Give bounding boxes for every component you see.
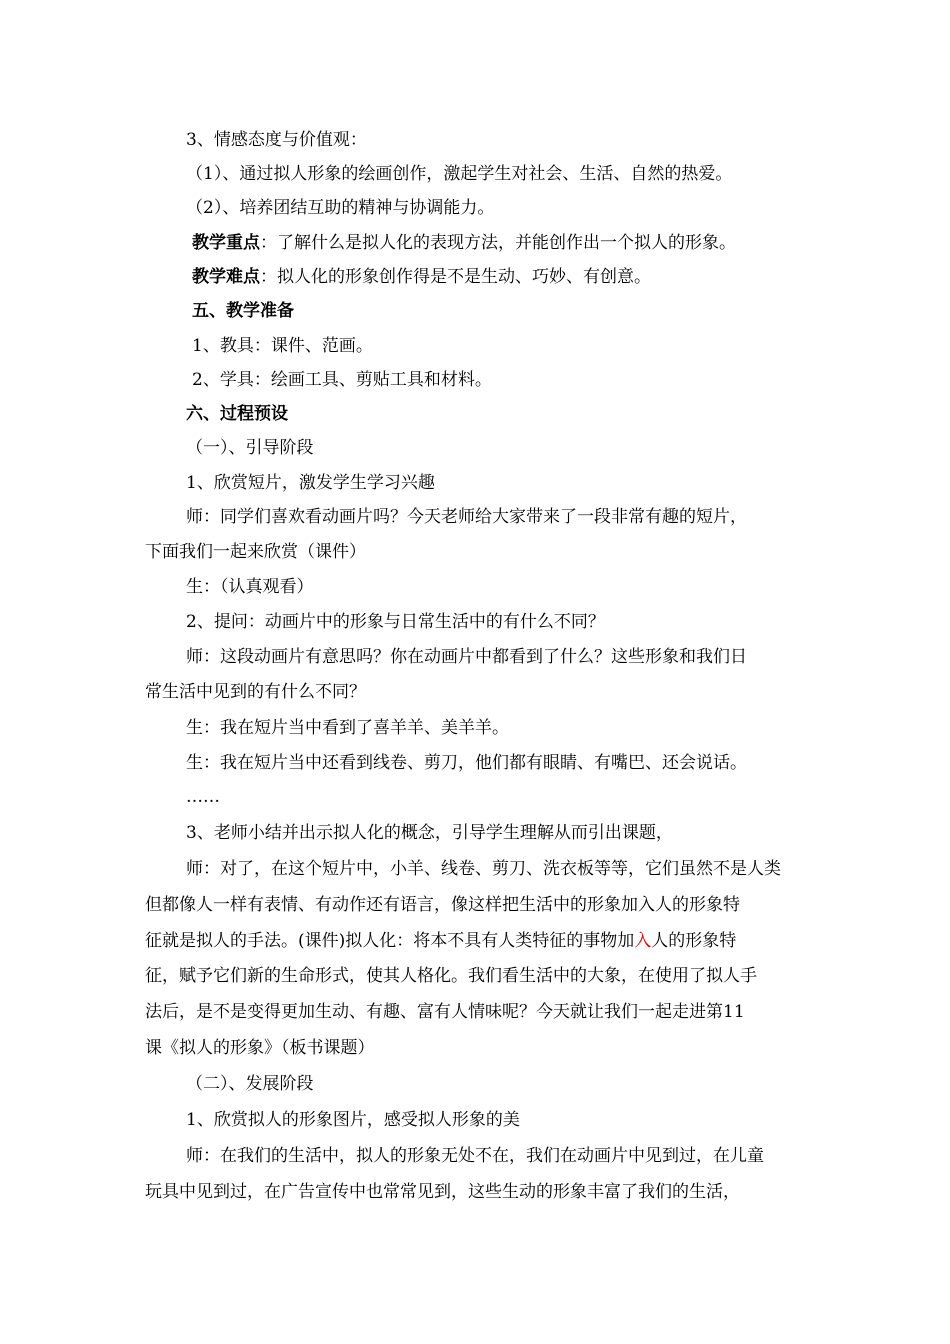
text-line: 法后，是不是变得更加生动、有趣、富有人情味呢？今天就让我们一起走进第11: [145, 1002, 745, 1022]
text-line: 师：这段动画片有意思吗？你在动画片中都看到了什么？这些形象和我们日: [186, 647, 747, 667]
text-line: 3、情感态度与价值观：: [186, 130, 367, 150]
highlighted-text: 入: [634, 931, 652, 951]
section-heading: 五、教学准备: [192, 301, 294, 321]
text-line: 师：在我们的生活中，拟人的形象无处不在，我们在动画片中见到过，在儿童: [186, 1146, 764, 1166]
text-line: 征，赋予它们新的生命形式，使其人格化。我们看生活中的大象，在使用了拟人手: [145, 966, 757, 986]
text-line: 3、老师小结并出示拟人化的概念，引导学生理解从而引出课题，: [186, 823, 673, 843]
text-line: 常生活中见到的有什么不同？: [145, 682, 366, 702]
text-line: 生：我在短片当中看到了喜羊羊、美羊羊。: [186, 718, 509, 738]
key-point-text: ：了解什么是拟人化的表现方法，并能创作出一个拟人的形象。: [260, 233, 736, 253]
text-line: 师：同学们喜欢看动画片吗？今天老师给大家带来了一段非常有趣的短片，: [186, 507, 747, 527]
subsection-heading: （一）、引导阶段: [186, 438, 314, 458]
text-line: 课《拟人的形象》（板书课题）: [145, 1038, 375, 1058]
difficulty-line: [192, 265, 651, 289]
text-line: 1、欣赏拟人的形象图片，感受拟人形象的美: [186, 1110, 520, 1130]
text-line: 师：对了，在这个短片中，小羊、线卷、剪刀、洗衣板等等，它们虽然不是人类: [186, 859, 781, 879]
text-line: 生：我在短片当中还看到线卷、剪刀，他们都有眼睛、有嘴巴、还会说话。: [186, 753, 747, 773]
text-line: 玩具中见到过，在广告宣传中也常常见到，这些生动的形象丰富了我们的生活，: [145, 1182, 740, 1202]
text-segment: 人的形象特: [651, 931, 737, 951]
text-segment: 征就是拟人的手法。(课件)拟人化：将本不具有人类特征的事物加: [145, 931, 635, 951]
text-line: 1、欣赏短片，激发学生学习兴趣: [186, 473, 435, 493]
text-line: 生：（认真观看）: [186, 577, 314, 597]
key-point-line: [192, 231, 736, 255]
text-line: 下面我们一起来欣赏（课件）: [145, 542, 366, 562]
text-line: 2、提问：动画片中的形象与日常生活中的有什么不同？: [186, 612, 605, 632]
text-line: ……: [186, 787, 220, 807]
key-point-label: 教学重点: [192, 233, 260, 253]
difficulty-text: ：拟人化的形象创作得是不是生动、巧妙、有创意。: [260, 267, 651, 287]
text-line: （2）、培养团结互助的精神与协调能力。: [186, 198, 495, 218]
difficulty-label: 教学难点: [192, 267, 260, 287]
text-line: （1）、通过拟人形象的绘画创作，激起学生对社会、生活、自然的热爱。: [186, 164, 733, 184]
text-line: 但都像人一样有表情、有动作还有语言，像这样把生活中的形象加入人的形象特: [145, 895, 740, 915]
text-line: 2、学具：绘画工具、剪贴工具和材料。: [192, 370, 492, 390]
section-heading: 六、过程预设: [186, 404, 288, 424]
text-line: 1、教具：课件、范画。: [192, 336, 373, 356]
text-line: [145, 929, 736, 953]
subsection-heading: （二）、发展阶段: [186, 1074, 314, 1094]
